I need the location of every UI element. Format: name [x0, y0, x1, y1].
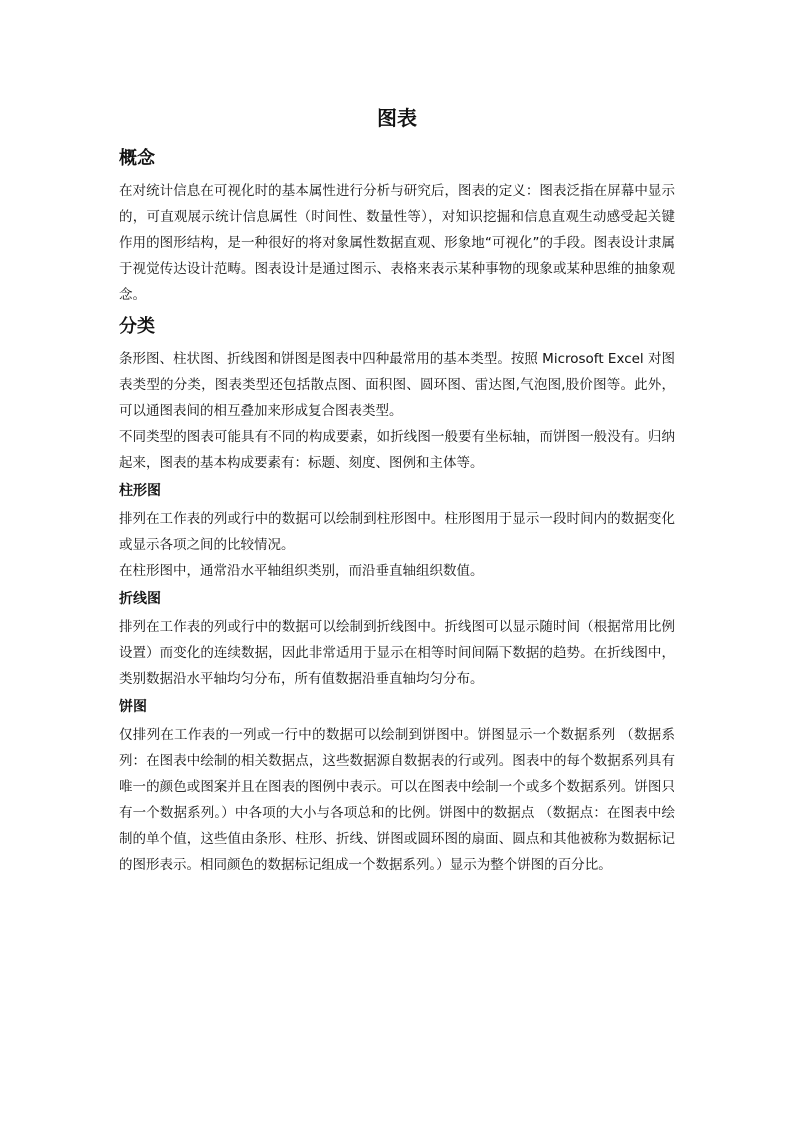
heading-line-chart: 折线图: [119, 591, 161, 607]
heading-pie-chart: 饼图: [119, 699, 147, 715]
line-chart-paragraph: 排列在工作表的列或行中的数据可以绘制到折线图中。折线图可以显示随时间（根据常用比例设置）而变化的连续数据，因此非常适用于显示在相等时间间隔下数据的趋势。在折线图中，类别数据沿水平轴均匀分布，所有值数据沿垂直轴均匀分布。: [119, 619, 675, 687]
column-chart-paragraph-1: 排列在工作表的列或行中的数据可以绘制到柱形图中。柱形图用于显示一段时间内的数据变化或显示各项之间的比较情况。: [119, 511, 675, 553]
classification-paragraph-1: 条形图、柱状图、折线图和饼图是图表中四种最常用的基本类型。按照 Microsoft Excel 对图表类型的分类，图表类型还包括散点图、面积图、圆环图、雷达图,气泡图,股价图等。此外，可以通图表间的相互叠加来形成复合图表类型。: [119, 351, 675, 419]
heading-classification: 分类: [119, 316, 155, 337]
column-chart-paragraph-2: 在柱形图中，通常沿水平轴组织类别，而沿垂直轴组织数值。: [119, 563, 484, 579]
document-title: 图表: [377, 106, 417, 130]
heading-column-chart: 柱形图: [119, 483, 161, 499]
document-page: [119, 104, 675, 878]
classification-paragraph-2: 不同类型的图表可能具有不同的构成要素，如折线图一般要有坐标轴，而饼图一般没有。归纳起来，图表的基本构成要素有：标题、刻度、图例和主体等。: [119, 429, 675, 471]
heading-concept: 概念: [119, 148, 155, 169]
pie-chart-paragraph: 仅排列在工作表的一列或一行中的数据可以绘制到饼图中。饼图显示一个数据系列 （数据系列：在图表中绘制的相关数据点，这些数据源自数据表的行或列。图表中的每个数据系列具有唯一的颜色或图案并且在图表的图例中表示。可以在图表中绘制一个或多个数据系列。饼图只有一个数据系列。）中各项的大小与各项总和的比例。饼图中的数据点 （数据点：在图表中绘制的单个值，这些值由条形、柱形、折线、饼图或圆环图的扇面、圆点和其他被称为数据标记的图形表示。相同颜色的数据标记组成一个数据系列。）显示为整个饼图的百分比。: [119, 727, 675, 873]
concept-paragraph: 在对统计信息在可视化时的基本属性进行分析与研究后，图表的定义：图表泛指在屏幕中显示的，可直观展示统计信息属性（时间性、数量性等），对知识挖掘和信息直观生动感受起关键作用的图形结构，是一种很好的将对象属性数据直观、形象地“可视化”的手段。图表设计隶属于视觉传达设计范畴。图表设计是通过图示、表格来表示某种事物的现象或某种思维的抽象观念。: [119, 183, 675, 303]
